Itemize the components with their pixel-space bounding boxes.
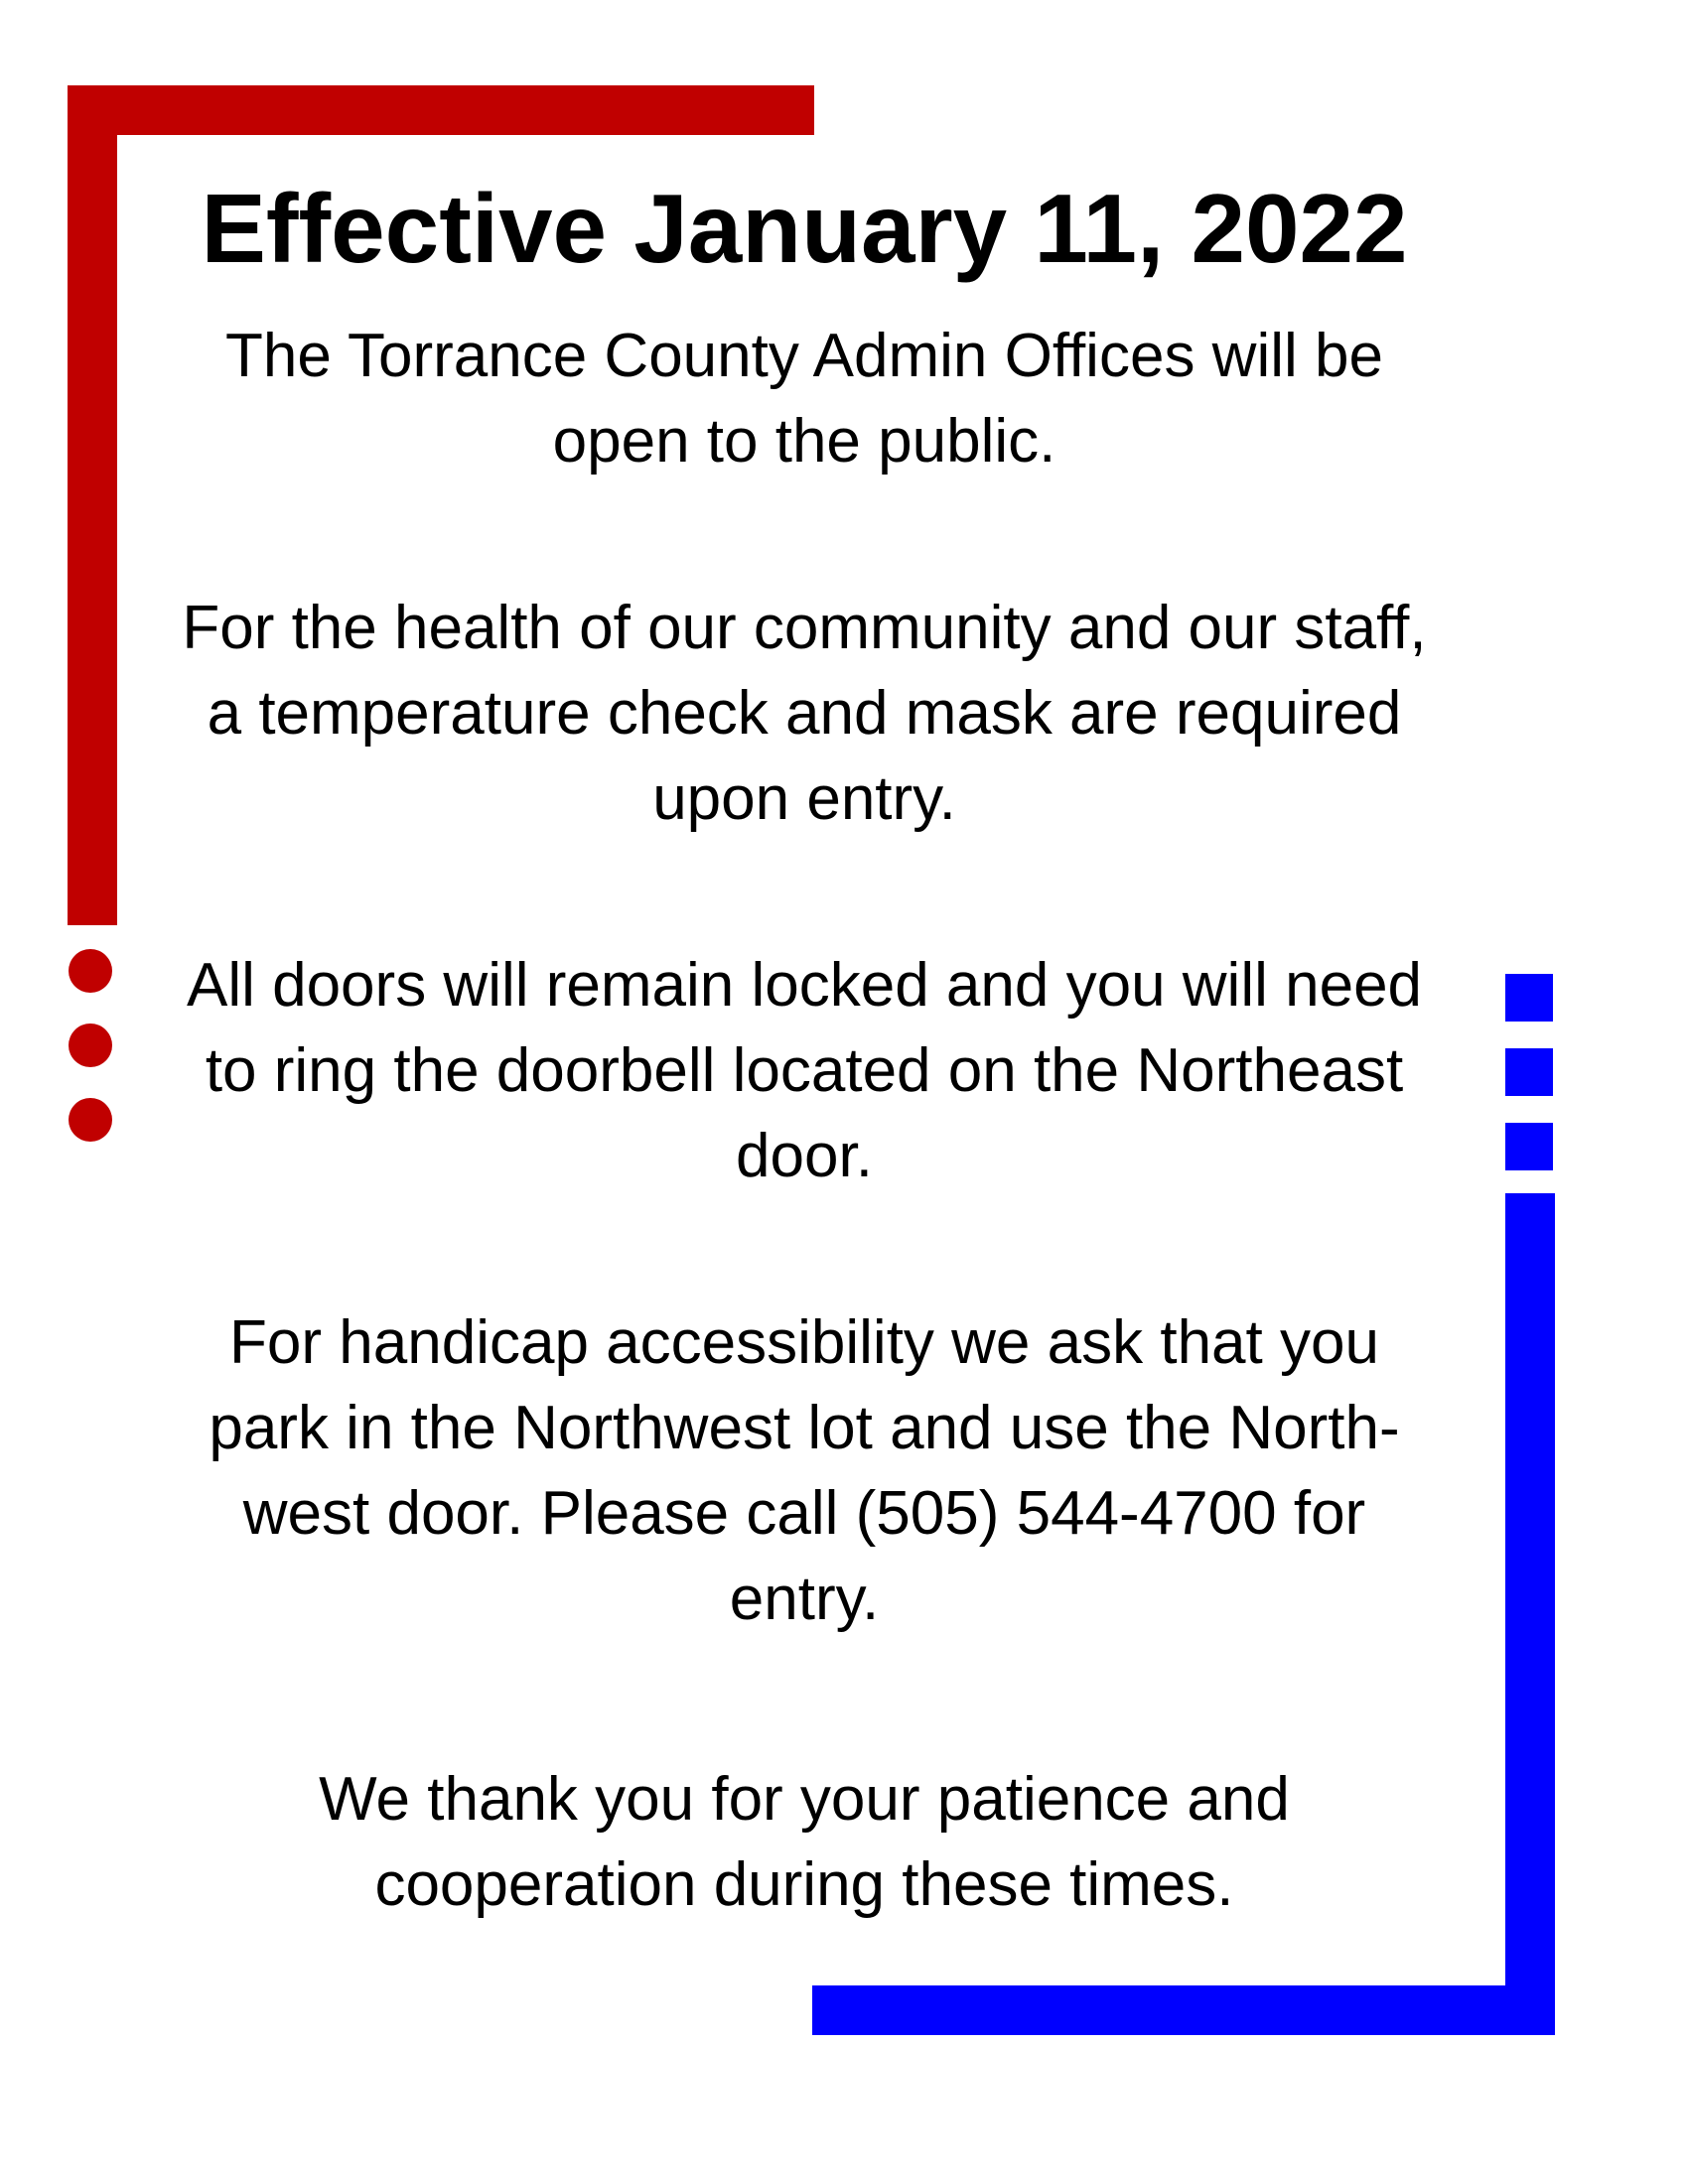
notice-title: Effective January 11, 2022: [201, 174, 1408, 283]
paragraph-line: a temperature check and mask are required: [207, 679, 1402, 748]
notice-paragraph-doorbell: [119, 943, 1489, 1199]
red-frame-left-bar: [68, 85, 117, 925]
paragraph-line: cooperation during these times.: [374, 1850, 1234, 1919]
blue-frame-bottom-bar: [812, 1985, 1555, 2035]
paragraph-line: to ring the doorbell located on the Northeast: [205, 1036, 1404, 1105]
blue-frame-right-bar: [1505, 1193, 1555, 2035]
notice-paragraph-health-requirements: [119, 586, 1489, 842]
paragraph-line: For handicap accessibility we ask that you: [229, 1308, 1379, 1377]
blue-square-2: [1505, 1048, 1553, 1096]
red-frame-top-bar: [68, 85, 814, 135]
blue-square-1: [1505, 974, 1553, 1022]
red-dot-1: [69, 949, 112, 993]
notice-paragraph-thank-you: [119, 1757, 1489, 1928]
paragraph-line: All doors will remain locked and you will need: [186, 951, 1423, 1020]
paragraph-line: open to the public.: [552, 407, 1056, 476]
red-dot-3: [69, 1098, 112, 1142]
paragraph-line: We thank you for your patience and: [319, 1765, 1290, 1834]
blue-square-3: [1505, 1123, 1553, 1170]
paragraph-line: entry.: [729, 1565, 880, 1633]
notice-paragraph-accessibility: [119, 1300, 1489, 1642]
paragraph-line: park in the Northwest lot and use the North-: [209, 1394, 1400, 1462]
paragraph-line: door.: [736, 1122, 873, 1190]
red-dot-2: [69, 1024, 112, 1067]
paragraph-line: upon entry.: [652, 764, 956, 833]
paragraph-line: For the health of our community and our staff,: [182, 594, 1427, 662]
paragraph-line: The Torrance County Admin Offices will be: [225, 322, 1383, 390]
notice-paragraph-open-to-public: [119, 314, 1489, 484]
paragraph-line: west door. Please call (505) 544-4700 for: [242, 1479, 1366, 1548]
